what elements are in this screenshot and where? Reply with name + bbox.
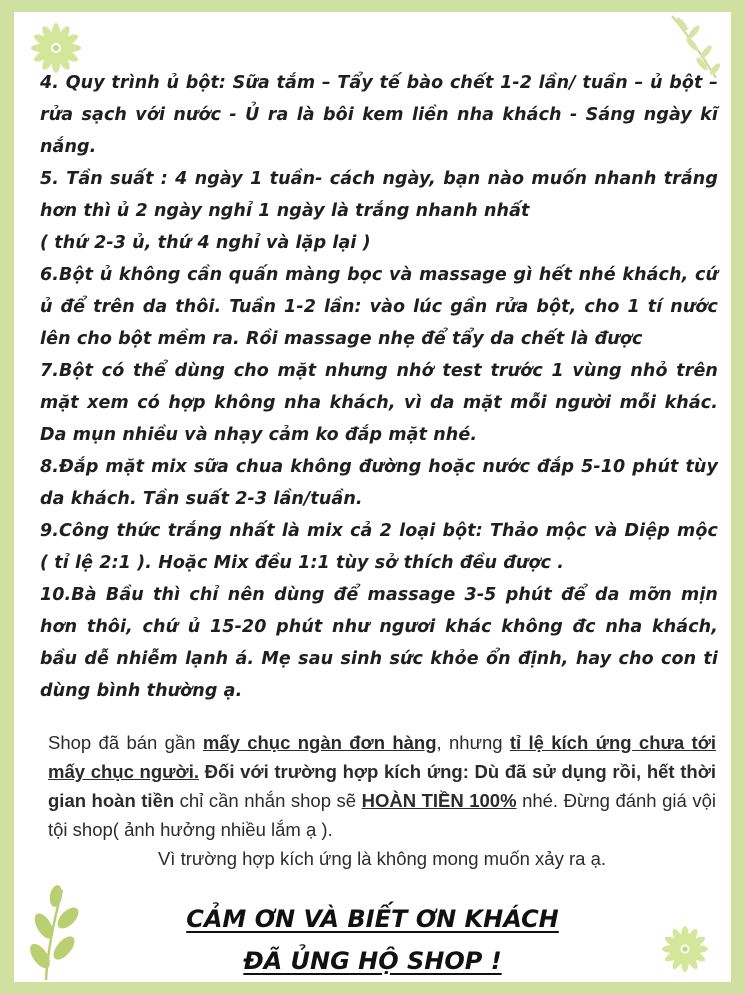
refund-notice [48,728,716,873]
thank-you-line-1: CẢM ƠN VÀ BIẾT ƠN KHÁCH [186,905,559,933]
instruction-step-5: 5. Tần suất : 4 ngày 1 tuần- cách ngày, bạn nào muốn nhanh trắng hơn thì ủ 2 ngày nghỉ 1 ngày là trắng nhanh nhất [40,169,718,221]
page-sheet [14,12,731,982]
thank-you-line-2: ĐÃ ỦNG HỘ SHOP ! [243,947,502,975]
notice-text: Shop đã bán gần [48,732,203,753]
instruction-step-4: 4. Quy trình ủ bột: Sữa tắm – Tẩy tế bào chết 1-2 lần/ tuần – ủ bột – rửa sạch với nước - Ủ ra là bôi kem liền nha khách - Sáng ngày kĩ nắng. [40,73,718,157]
thank-you-message [14,898,731,982]
notice-text: chỉ cần nhắn shop sẽ [174,790,362,811]
instruction-step-5-schedule: ( thứ 2-3 ủ, thứ 4 nghỉ và lặp lại ) [40,233,371,253]
instruction-step-10: 10.Bà Bầu thì chỉ nên dùng để massage 3-5 phút để da mỡn mịn hơn thôi, chứ ủ 15-20 phút như ngươi khác không đc nha khách, bầu dễ nhiễm lạnh á. Mẹ sau sinh sức khỏe ổn định, hay cho con ti dùng bình thường ạ. [40,585,718,701]
instruction-step-8: 8.Đắp mặt mix sữa chua không đường hoặc nước đắp 5-10 phút tùy da khách. Tần suất 2-3 lần/tuần. [40,457,718,509]
notice-highlight-reaction-rate: tỉ lệ kích ứng chưa tới mấy chục người. [48,732,716,782]
notice-closing-line: Vì trường hợp kích ứng là không mong muốn xảy ra ạ. [157,848,607,869]
instruction-step-6: 6.Bột ủ không cần quấn màng bọc và massage gì hết nhé khách, cứ ủ để trên da thôi. Tuần 1-2 lần: vào lúc gần rửa bột, cho 1 tí nước lên cho bột mềm ra. Rồi massage nhẹ để tẩy da chết là được [40,265,718,349]
instruction-step-9: 9.Công thức trắng nhất là mix cả 2 loại bột: Thảo mộc và Diệp mộc ( tỉ lệ 2:1 ). Hoặc Mix đều 1:1 tùy sở thích đều được . [40,521,718,573]
refund-notice-paragraph [48,728,716,844]
instruction-step-7: 7.Bột có thể dùng cho mặt nhưng nhớ test trước 1 vùng nhỏ trên mặt xem có hợp không nha khách, vì da mặt mỗi người mỗi khác. Da mụn nhiều và nhạy cảm ko đắp mặt nhé. [40,361,718,445]
notice-text: nhé. Đừng đánh giá vội tội shop( ảnh hưởng nhiều lắm ạ ). [48,790,716,840]
notice-highlight-refund: HOÀN TIỀN 100% [361,790,517,811]
usage-instructions [40,67,718,707]
notice-text: , nhưng [436,732,510,753]
notice-bold-text: Đối với trường hợp kích ứng: Dù đã sử dụng rồi, hết thời gian hoàn tiền [48,761,716,811]
notice-highlight-orders: mấy chục ngàn đơn hàng [202,732,437,753]
